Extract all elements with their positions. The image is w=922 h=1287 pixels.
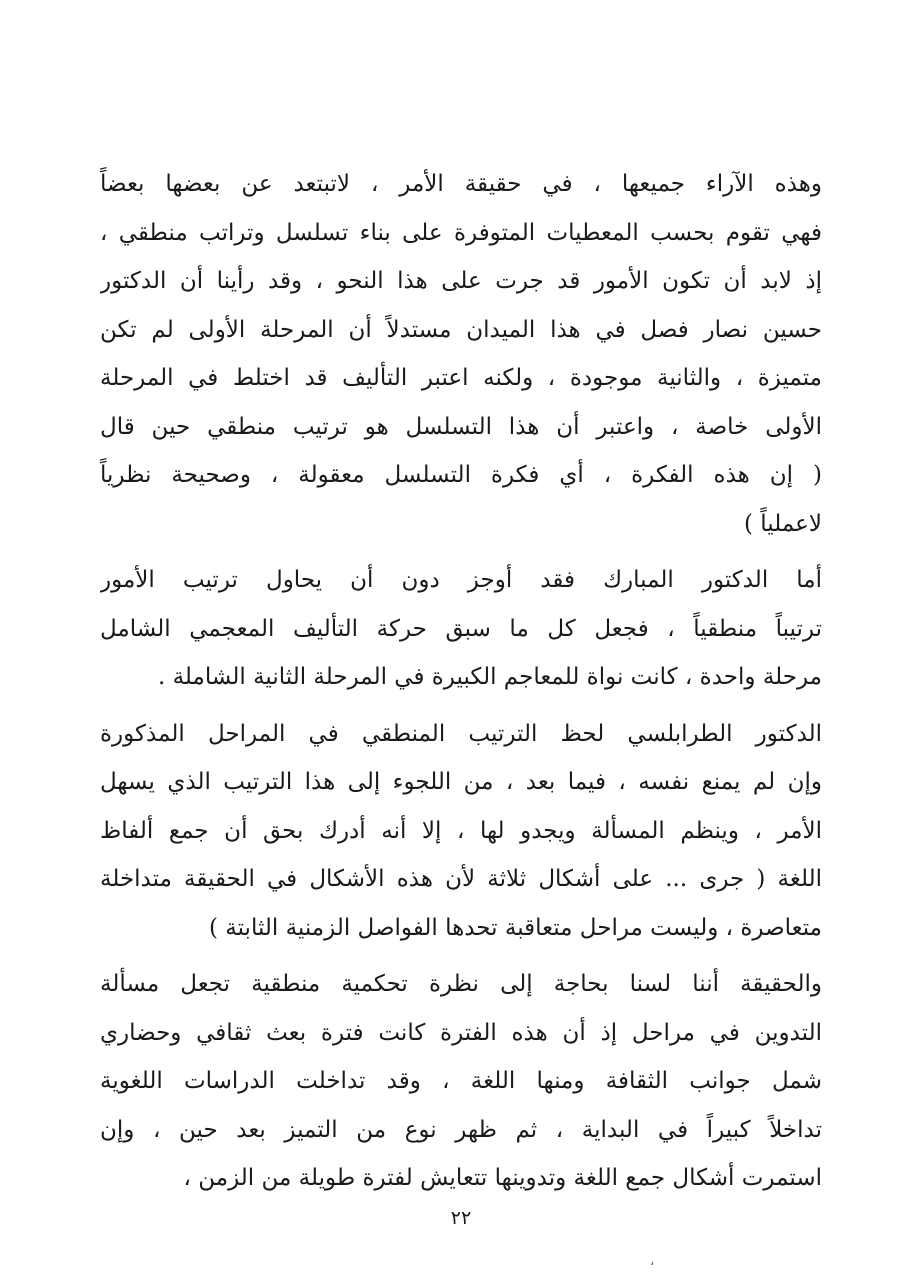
text-line: لاعملياً ): [744, 510, 822, 537]
stray-mark: ،: [650, 1254, 655, 1269]
text-line: ( إن هذه الفكرة ، أي فكرة التسلسل معقولة ، وصحيحة نظرياً: [100, 462, 822, 488]
text-line: التدوين في مراحل إذ أن هذه الفترة كانت فترة بعث ثقافي وحضاري: [100, 1019, 822, 1046]
text-line: الأولى خاصة ، واعتبر أن هذا التسلسل هو ترتيب منطقي حين قال: [100, 413, 822, 440]
text-line: تداخلاً كبيراً في البداية ، ثم ظهر نوع من التميز بعد حين ، وإن: [100, 1116, 822, 1143]
paragraph-gap: [100, 702, 822, 710]
text-line: مرحلة واحدة ، كانت نواة للمعاجم الكبيرة في المرحلة الثانية الشاملة .: [157, 664, 822, 690]
text-line: وإن لم يمنع نفسه ، فيما بعد ، من اللجوء إلى هذا الترتيب الذي يسهل: [100, 769, 822, 795]
paragraph-2: [100, 556, 822, 702]
text-line: الدكتور الطرابلسي لحظ الترتيب المنطقي في المراحل المذكورة: [100, 720, 822, 747]
text-line: استمرت أشكال جمع اللغة وتدوينها تتعايش لفترة طويلة من الزمن ،: [183, 1165, 822, 1191]
text-line: إذ لابد أن تكون الأمور قد جرت على هذا النحو ، وقد رأينا أن الدكتور: [100, 268, 822, 294]
text-line: اللغة ( جرى ... على أشكال ثلاثة لأن هذه الأشكال في الحقيقة متداخلة: [100, 866, 822, 892]
paragraph-gap: [100, 952, 822, 960]
text-line: فهي تقوم بحسب المعطيات المتوفرة على بناء تسلسل وتراتب منطقي ،: [100, 219, 822, 246]
text-line: شمل جوانب الثقافة ومنها اللغة ، وقد تداخلت الدراسات اللغوية: [100, 1068, 822, 1094]
paragraph-gap: [100, 548, 822, 556]
text-line: متعاصرة ، وليست مراحل متعاقبة تحدها الفواصل الزمنية الثابتة ): [208, 914, 822, 941]
paragraph-4: [100, 960, 822, 1203]
page-number: ٢٢: [450, 1207, 472, 1229]
text-line: متميزة ، والثانية موجودة ، ولكنه اعتبر التأليف قد اختلط في المرحلة: [100, 365, 822, 391]
body-text: [100, 160, 822, 1203]
text-line: ترتيباً منطقياً ، فجعل كل ما سبق حركة التأليف المعجمي الشامل: [100, 615, 822, 642]
text-line: حسين نصار فصل في هذا الميدان مستدلاً أن المرحلة الأولى لم تكن: [100, 316, 822, 343]
text-line: أما الدكتور المبارك فقد أوجز دون أن يحاول ترتيب الأمور: [100, 567, 822, 593]
text-line: الأمر ، وينظم المسألة ويجدو لها ، إلا أنه أدرك بحق أن جمع ألفاظ: [100, 817, 822, 844]
paragraph-3: [100, 710, 822, 953]
text-line: وهذه الآراء جميعها ، في حقيقة الأمر ، لاتبتعد عن بعضها بعضاً: [100, 171, 822, 197]
text-line: والحقيقة أننا لسنا بحاجة إلى نظرة تحكمية منطقية تجعل مسألة: [100, 971, 822, 997]
paragraph-1: [100, 160, 822, 548]
